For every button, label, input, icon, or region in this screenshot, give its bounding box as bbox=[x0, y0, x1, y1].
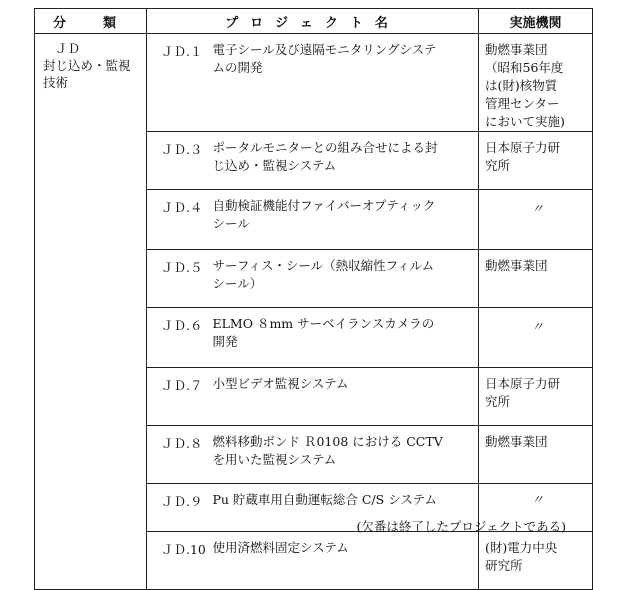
org-cell: 日本原子力研 究所 bbox=[479, 132, 593, 190]
category-cell bbox=[35, 34, 147, 590]
org-cell: 〃 bbox=[479, 484, 593, 532]
project-number: ＪＤ.８ bbox=[147, 426, 213, 484]
org-cell: 〃 bbox=[479, 308, 593, 368]
header-row bbox=[35, 9, 593, 34]
project-number: ＪＤ.９ bbox=[147, 484, 213, 532]
project-name: 小型ビデオ監視システム bbox=[213, 368, 479, 426]
projects-table bbox=[34, 8, 593, 590]
project-number: ＪＤ.５ bbox=[147, 250, 213, 308]
header-org: 実施機関 bbox=[479, 9, 593, 34]
project-number: ＪＤ.10 bbox=[147, 532, 213, 590]
category-name: 封じ込め・監視 bbox=[43, 58, 131, 73]
org-cell: 動燃事業団 （昭和56年度 は(財)核物質 管理センター において実施) bbox=[479, 34, 593, 132]
org-cell: 動燃事業団 bbox=[479, 426, 593, 484]
project-name: ELMO ８mm サーベイランスカメラの 開発 bbox=[213, 308, 479, 368]
org-cell: 〃 bbox=[479, 190, 593, 250]
org-cell: (財)電力中央 研究所 bbox=[479, 532, 593, 590]
project-name: Pu 貯蔵車用自動運転総合 C/S システム bbox=[213, 484, 479, 532]
project-name: サーフィス・シール（熱収縮性フィルム シール） bbox=[213, 250, 479, 308]
project-number: ＪＤ.３ bbox=[147, 132, 213, 190]
org-cell: 動燃事業団 bbox=[479, 250, 593, 308]
project-number: ＪＤ.４ bbox=[147, 190, 213, 250]
project-name: 燃料移動ボンド Ｒ0108 における CCTV を用いた監視システム bbox=[213, 426, 479, 484]
category-name-2: 技術 bbox=[43, 75, 69, 90]
header-project: プロジェクト名 bbox=[147, 9, 479, 34]
category-code: ＪＤ bbox=[55, 41, 81, 56]
project-name: 使用済燃料固定システム bbox=[213, 532, 479, 590]
table-row bbox=[35, 34, 593, 132]
footnote: (欠番は終了したプロジェクトである) bbox=[356, 519, 566, 534]
project-number: ＪＤ.１ bbox=[147, 34, 213, 132]
project-name: 自動検証機能付ファイバーオプティック シール bbox=[213, 190, 479, 250]
header-category: 分 類 bbox=[35, 9, 147, 34]
project-number: ＪＤ.７ bbox=[147, 368, 213, 426]
org-cell: 日本原子力研 究所 bbox=[479, 368, 593, 426]
project-name: 電子シール及び遠隔モニタリングシステ ムの開発 bbox=[213, 34, 479, 132]
project-number: ＪＤ.６ bbox=[147, 308, 213, 368]
project-name: ポータルモニターとの組み合せによる封 じ込め・監視システム bbox=[213, 132, 479, 190]
